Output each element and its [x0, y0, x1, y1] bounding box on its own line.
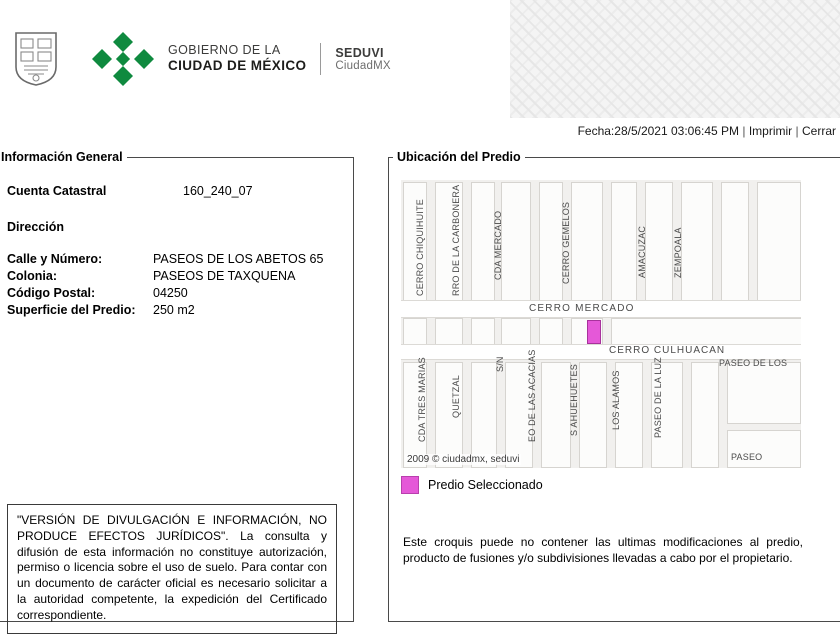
colonia-label: Colonia:	[7, 269, 57, 283]
street-label-quetzal: QUETZAL	[451, 375, 461, 418]
street-label-los-alamos: LOS ALAMOS	[611, 370, 621, 430]
cerrar-link[interactable]: Cerrar	[801, 124, 836, 138]
street-label-paseo: PASEO	[731, 452, 763, 462]
street-label-carbonera: RRO DE LA CARBONERA	[451, 184, 461, 296]
gobierno-seduvi-logo-group	[92, 28, 391, 90]
map-canvas[interactable]	[401, 180, 801, 468]
imprimir-link[interactable]: Imprimir	[748, 124, 793, 138]
superficie-predio-label: Superficie del Predio:	[7, 303, 136, 317]
meta-separator-2: |	[795, 124, 799, 138]
codigo-postal-value: 04250	[153, 286, 188, 300]
superficie-predio-row	[7, 303, 339, 317]
ubicacion-predio-legend: Ubicación del Predio	[397, 150, 521, 164]
seduvi-line-2: CiudadMX	[335, 60, 391, 72]
calle-numero-row	[7, 252, 339, 266]
street-label-sn: S/N	[495, 356, 505, 372]
map-block	[757, 182, 801, 302]
street-label-zempoala: ZEMPOALA	[673, 227, 683, 278]
parcel-swatch-icon	[401, 476, 419, 494]
street-label-cerro-gemelos: CERRO GEMELOS	[561, 201, 571, 284]
street-label-cda-mercado: CDA MERCADO	[493, 210, 503, 280]
gobierno-text-block	[168, 43, 321, 76]
ubicacion-predio-panel	[388, 150, 840, 622]
map-block	[611, 318, 801, 346]
map-block	[727, 362, 801, 424]
seduvi-line-1: SEDUVI	[335, 46, 384, 60]
map-block	[471, 362, 497, 468]
map-block	[721, 182, 749, 302]
page-header	[0, 0, 840, 118]
map-block	[471, 182, 495, 302]
map-viewport[interactable]	[401, 180, 801, 468]
meta-separator-1: |	[742, 124, 746, 138]
street-label-paseo-de-la-luz: PASEO DE LA LUZ	[653, 357, 663, 438]
meta-bar	[578, 124, 836, 138]
map-block	[471, 318, 495, 346]
map-block	[611, 182, 637, 302]
informacion-general-body	[0, 164, 353, 317]
selected-parcel-highlight[interactable]	[587, 320, 601, 344]
street-label-amacuzac: AMACUZAC	[637, 225, 647, 278]
header-texture-band	[510, 0, 840, 118]
street-label-cerro-culhuacan: CERRO CULHUACAN	[609, 345, 726, 356]
map-block	[539, 318, 563, 346]
calle-numero-label: Calle y Número:	[7, 252, 103, 266]
informacion-general-legend: Información General	[1, 150, 123, 164]
map-block	[681, 182, 713, 302]
colonia-value: PASEOS DE TAXQUENA	[153, 269, 296, 283]
seduvi-text-block	[335, 46, 390, 72]
street-label-paseo-de-los: PASEO DE LOS	[719, 358, 788, 368]
map-legend-row	[401, 476, 543, 494]
superficie-predio-value: 250 m2	[153, 303, 195, 317]
direccion-title: Dirección	[7, 220, 64, 234]
street-label-ahuehuetes: S AHUEHUETES	[569, 364, 579, 436]
map-block	[727, 430, 801, 468]
street-label-cerro-chiquihuite: CERRO CHIQUIHUITE	[415, 199, 425, 296]
map-block	[501, 182, 531, 302]
map-block	[435, 318, 463, 346]
legal-disclaimer-box: "VERSIÓN DE DIVULGACIÓN E INFORMACIÓN, NO PRODUCE EFECTOS JURÍDICOS". La consulta y difusión de esta información no constituye autorización, permiso o licencia sobre el uso de suelo. Para contar con un documento de carácter oficial es necesario solicitar a la autoridad competente, la expedición del Certificado correspondiente.	[7, 504, 337, 634]
cuenta-catastral-label: Cuenta Catastral	[7, 184, 107, 198]
map-block	[571, 182, 603, 302]
colonia-row	[7, 269, 339, 283]
informacion-general-panel	[0, 150, 354, 622]
cuenta-catastral-row	[7, 184, 339, 198]
street-label-acacias: EO DE LAS ACACIAS	[527, 349, 537, 442]
map-block	[579, 362, 607, 468]
cdmx-green-mark-icon	[92, 28, 154, 90]
codigo-postal-label: Código Postal:	[7, 286, 96, 300]
gobierno-line-1: GOBIERNO DE LA	[168, 42, 281, 57]
cdmx-shield-logo	[14, 31, 58, 87]
street-label-cda-tres-marias: CDA TRES MARIAS	[417, 357, 427, 442]
map-block	[691, 362, 719, 468]
map-block	[403, 318, 427, 346]
gobierno-line-2: CIUDAD DE MÉXICO	[168, 58, 307, 74]
fecha-text: Fecha:28/5/2021 03:06:45 PM	[577, 124, 740, 138]
map-block	[645, 182, 673, 302]
codigo-postal-row	[7, 286, 339, 300]
map-credit-text: 2009 © ciudadmx, seduvi	[407, 454, 520, 465]
map-block	[501, 318, 531, 346]
map-note-text: Este croquis puede no contener las ultimas modificaciones al predio, producto de fusiones y/o subdivisiones llevadas a cabo por el propietario.	[403, 535, 803, 566]
map-block	[539, 182, 563, 302]
street-label-cerro-mercado: CERRO MERCADO	[529, 303, 635, 314]
cuenta-catastral-value: 160_240_07	[183, 184, 253, 198]
map-block	[541, 362, 571, 468]
map-legend-label: Predio Seleccionado	[428, 478, 543, 492]
calle-numero-value: PASEOS DE LOS ABETOS 65	[153, 252, 324, 266]
